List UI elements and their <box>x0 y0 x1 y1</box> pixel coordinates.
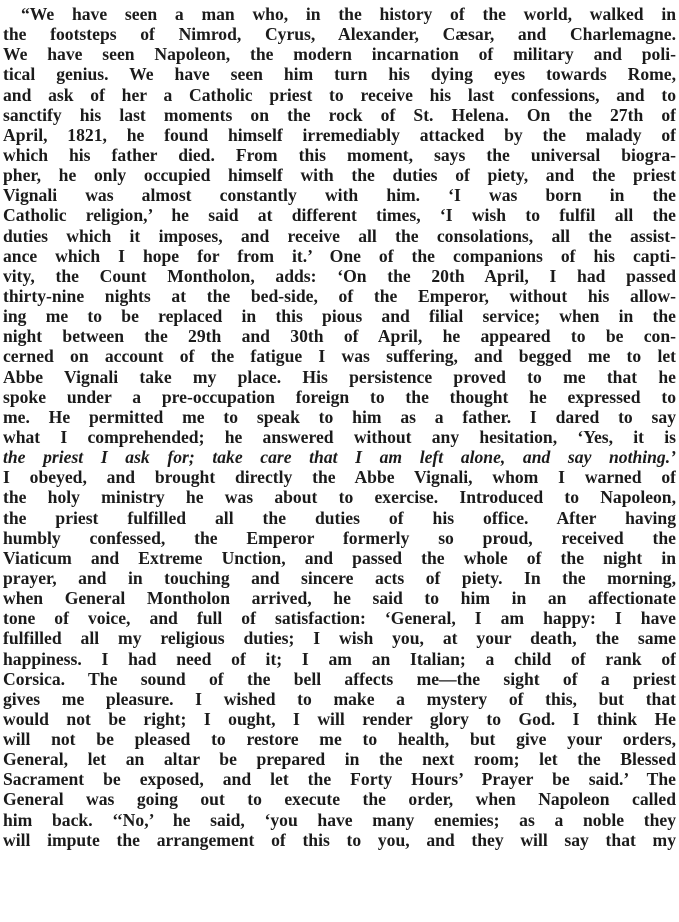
text-line: the holy ministry he was about to exercise. Introduced to Napoleon, <box>3 487 676 508</box>
text-line: gives me pleasure. I wished to make a mystery of this, but that <box>3 688 676 709</box>
text-line: pher, he only occupied himself with the duties of piety, and the priest <box>3 165 676 186</box>
text-line: prayer, and in touching and sincere acts of piety. In the morning, <box>3 567 676 588</box>
text-line: sanctify his last moments on the rock of St. Helena. On the 27th of <box>3 104 676 125</box>
text-line: Abbe Vignali take my place. His persistence proved to me that he <box>3 366 676 387</box>
text-line: I obeyed, and brought directly the Abbe Vignali, whom I warned of <box>3 467 676 488</box>
text-line: “We have seen a man who, in the history of the world, walked in <box>21 4 676 24</box>
text-line: tical genius. We have seen him turn his dying eyes towards Rome, <box>3 64 676 85</box>
text-line: me. He permitted me to speak to him as a father. I dared to say <box>3 406 676 427</box>
text-line: would not be right; I ought, I will render glory to God. I think He <box>3 708 676 729</box>
text-line: Corsica. The sound of the bell affects me—the sight of a priest <box>3 668 676 689</box>
text-line: which his father died. From this moment, says the universal biogra- <box>3 144 676 165</box>
text-line: fulfilled all my religious duties; I wish you, at your death, the same <box>3 628 676 649</box>
text-line: vity, the Count Montholon, adds: ‘On the 20th April, I had passed <box>3 265 676 286</box>
text-line: General was going out to execute the order, when Napoleon called <box>3 789 676 810</box>
text-column <box>3 4 676 850</box>
text-line: April, 1821, he found himself irremediably attacked by the malady of <box>3 124 676 145</box>
text-line: humbly confessed, the Emperor formerly so proud, received the <box>3 527 676 548</box>
text-line: Vignali was almost constantly with him. ‘I was born in the <box>3 185 676 206</box>
text-line: ance which I hope for from it.’ One of the companions of his capti- <box>3 245 676 266</box>
text-line: will not be pleased to restore me to health, but give your orders, <box>3 729 676 750</box>
text-line: General, let an altar be prepared in the next room; let the Blessed <box>3 749 676 770</box>
text-line: will impute the arrangement of this to you, and they will say that my <box>3 829 676 850</box>
text-line: cerned on account of the fatigue I was suffering, and begged me to let <box>3 346 676 367</box>
text-line: the footsteps of Nimrod, Cyrus, Alexander, Cæsar, and Charlemagne. <box>3 24 676 45</box>
text-line: thirty-nine nights at the bed-side, of the Emperor, without his allow- <box>3 285 676 306</box>
text-line: happiness. I had need of it; I am an Italian; a child of rank of <box>3 648 676 669</box>
text-line: and ask of her a Catholic priest to receive his last confessions, and to <box>3 84 676 105</box>
text-line: him back. ‘‘No,’ he said, ‘you have many enemies; as a noble they <box>3 809 676 830</box>
text-line: duties which it imposes, and receive all the consolations, all the assist- <box>3 225 676 246</box>
text-line: Viaticum and Extreme Unction, and passed the whole of the night in <box>3 547 676 568</box>
text-line: ing me to be replaced in this pious and filial service; when in the <box>3 306 676 327</box>
text-line: Catholic religion,’ he said at different times, ‘I wish to fulfil all the <box>3 205 676 226</box>
text-line: the priest I ask for; take care that I am left alone, and say nothing.’ <box>3 447 676 468</box>
text-line: what I comprehended; he answered without any hesitation, ‘Yes, it is <box>3 426 676 447</box>
text-line: Sacrament be exposed, and let the Forty Hours’ Prayer be said.’ The <box>3 769 676 790</box>
text-line: tone of voice, and full of satisfaction: ‘General, I am happy: I have <box>3 608 676 629</box>
text-line: spoke under a pre-occupation foreign to the thought he expressed to <box>3 386 676 407</box>
text-line: night between the 29th and 30th of April, he appeared to be con- <box>3 326 676 347</box>
text-line: when General Montholon arrived, he said to him in an affectionate <box>3 588 676 609</box>
text-line: We have seen Napoleon, the modern incarnation of military and poli- <box>3 44 676 65</box>
text-line: the priest fulfilled all the duties of his office. After having <box>3 507 676 528</box>
